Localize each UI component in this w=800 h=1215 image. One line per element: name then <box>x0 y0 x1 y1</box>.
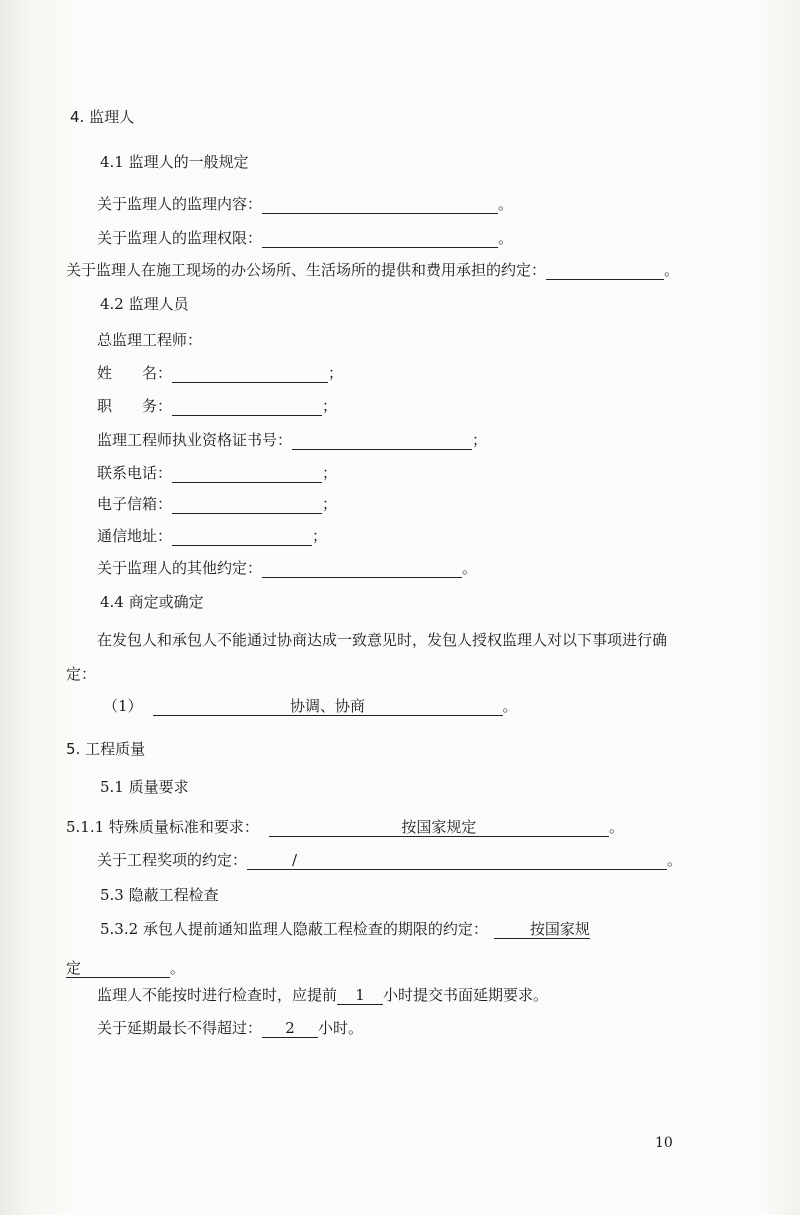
award-row <box>97 850 682 870</box>
max-delay-unit: 小时。 <box>318 1019 364 1037</box>
office-site-row <box>66 260 679 280</box>
notice-period-row-cont <box>66 958 185 978</box>
email-row <box>97 494 337 514</box>
period: 。 <box>498 229 514 247</box>
page-number: 10 <box>655 1135 673 1151</box>
max-delay-label: 关于延期最长不得超过： <box>97 1019 263 1037</box>
special-quality-label: 5.1.1 特殊质量标准和要求： <box>66 818 259 836</box>
period: 。 <box>462 559 478 577</box>
office-site-label: 关于监理人在施工现场的办公场所、生活场所的提供和费用承担的约定： <box>66 261 547 279</box>
cert-row <box>97 430 487 450</box>
semicolon: ； <box>472 431 488 449</box>
position-field[interactable] <box>172 397 322 416</box>
notice-period-field-cont[interactable]: 定 <box>66 959 170 978</box>
position-label: 职 务： <box>97 397 173 415</box>
other-agreement-field[interactable] <box>262 559 462 578</box>
supervision-content-row <box>97 194 513 214</box>
section-4-2-title: 4.2 监理人员 <box>100 295 189 313</box>
award-label: 关于工程奖项的约定： <box>97 851 248 869</box>
supervision-content-field[interactable] <box>262 195 498 214</box>
delay-request-row <box>97 985 548 1005</box>
phone-field[interactable] <box>172 464 322 483</box>
item-1-label: （1） <box>103 697 143 715</box>
phone-label: 联系电话： <box>97 464 173 482</box>
other-agreement-label: 关于监理人的其他约定： <box>97 559 263 577</box>
supervision-authority-field[interactable] <box>262 229 498 248</box>
name-field[interactable] <box>172 364 328 383</box>
section-5-3-title: 5.3 隐蔽工程检查 <box>100 886 219 904</box>
cert-label: 监理工程师执业资格证书号： <box>97 431 293 449</box>
item-1-field[interactable]: 协调、协商 <box>153 697 503 716</box>
section-5-1-title: 5.1 质量要求 <box>100 778 189 796</box>
supervision-authority-label: 关于监理人的监理权限： <box>97 229 263 247</box>
section-4-4-title: 4.4 商定或确定 <box>100 593 204 611</box>
notice-period-field[interactable]: 按国家规 <box>494 920 590 939</box>
period: 。 <box>664 261 680 279</box>
section-5-title: 5. 工程质量 <box>66 740 146 758</box>
period: 。 <box>170 959 186 977</box>
position-row <box>97 396 337 416</box>
special-quality-field[interactable]: 按国家规定 <box>269 818 609 837</box>
award-field[interactable] <box>247 851 667 870</box>
email-label: 电子信箱： <box>97 495 173 513</box>
max-delay-row <box>97 1018 363 1038</box>
address-label: 通信地址： <box>97 527 173 545</box>
supervision-authority-row <box>97 228 513 248</box>
supervision-content-label: 关于监理人的监理内容： <box>97 195 263 213</box>
chief-engineer-label: 总监理工程师： <box>97 331 203 349</box>
address-row <box>97 526 327 546</box>
delay-request-text2: 小时提交书面延期要求。 <box>383 986 549 1004</box>
delay-request-text1: 监理人不能按时进行检查时，应提前 <box>97 986 338 1004</box>
office-site-field[interactable] <box>546 261 664 280</box>
max-delay-field[interactable]: 2 <box>262 1019 318 1038</box>
semicolon: ； <box>322 464 338 482</box>
section-4-4-text-line1: 在发包人和承包人不能通过协商达成一致意见时，发包人授权监理人对以下事项进行确 <box>97 631 668 649</box>
cert-field[interactable] <box>292 431 472 450</box>
semicolon: ； <box>312 527 328 545</box>
special-quality-row <box>66 817 624 837</box>
other-agreement-row <box>97 558 477 578</box>
name-row <box>97 363 343 383</box>
period: 。 <box>498 195 514 213</box>
period: 。 <box>502 697 518 715</box>
delay-hours-field[interactable]: 1 <box>337 986 383 1005</box>
section-4-title: 4. 监理人 <box>70 108 135 126</box>
period: 。 <box>608 818 624 836</box>
item-1-row <box>103 696 518 716</box>
period: 。 <box>667 851 683 869</box>
semicolon: ； <box>328 364 344 382</box>
award-value: / <box>292 851 298 869</box>
notice-period-row <box>100 919 590 939</box>
name-label: 姓 名： <box>97 364 173 382</box>
notice-period-label: 5.3.2 承包人提前通知监理人隐蔽工程检查的期限的约定： <box>100 920 488 938</box>
address-field[interactable] <box>172 527 312 546</box>
phone-row <box>97 463 337 483</box>
section-4-1-title: 4.1 监理人的一般规定 <box>100 153 249 171</box>
semicolon: ； <box>322 495 338 513</box>
email-field[interactable] <box>172 495 322 514</box>
section-4-4-text-line2: 定： <box>66 665 97 683</box>
semicolon: ； <box>322 397 338 415</box>
